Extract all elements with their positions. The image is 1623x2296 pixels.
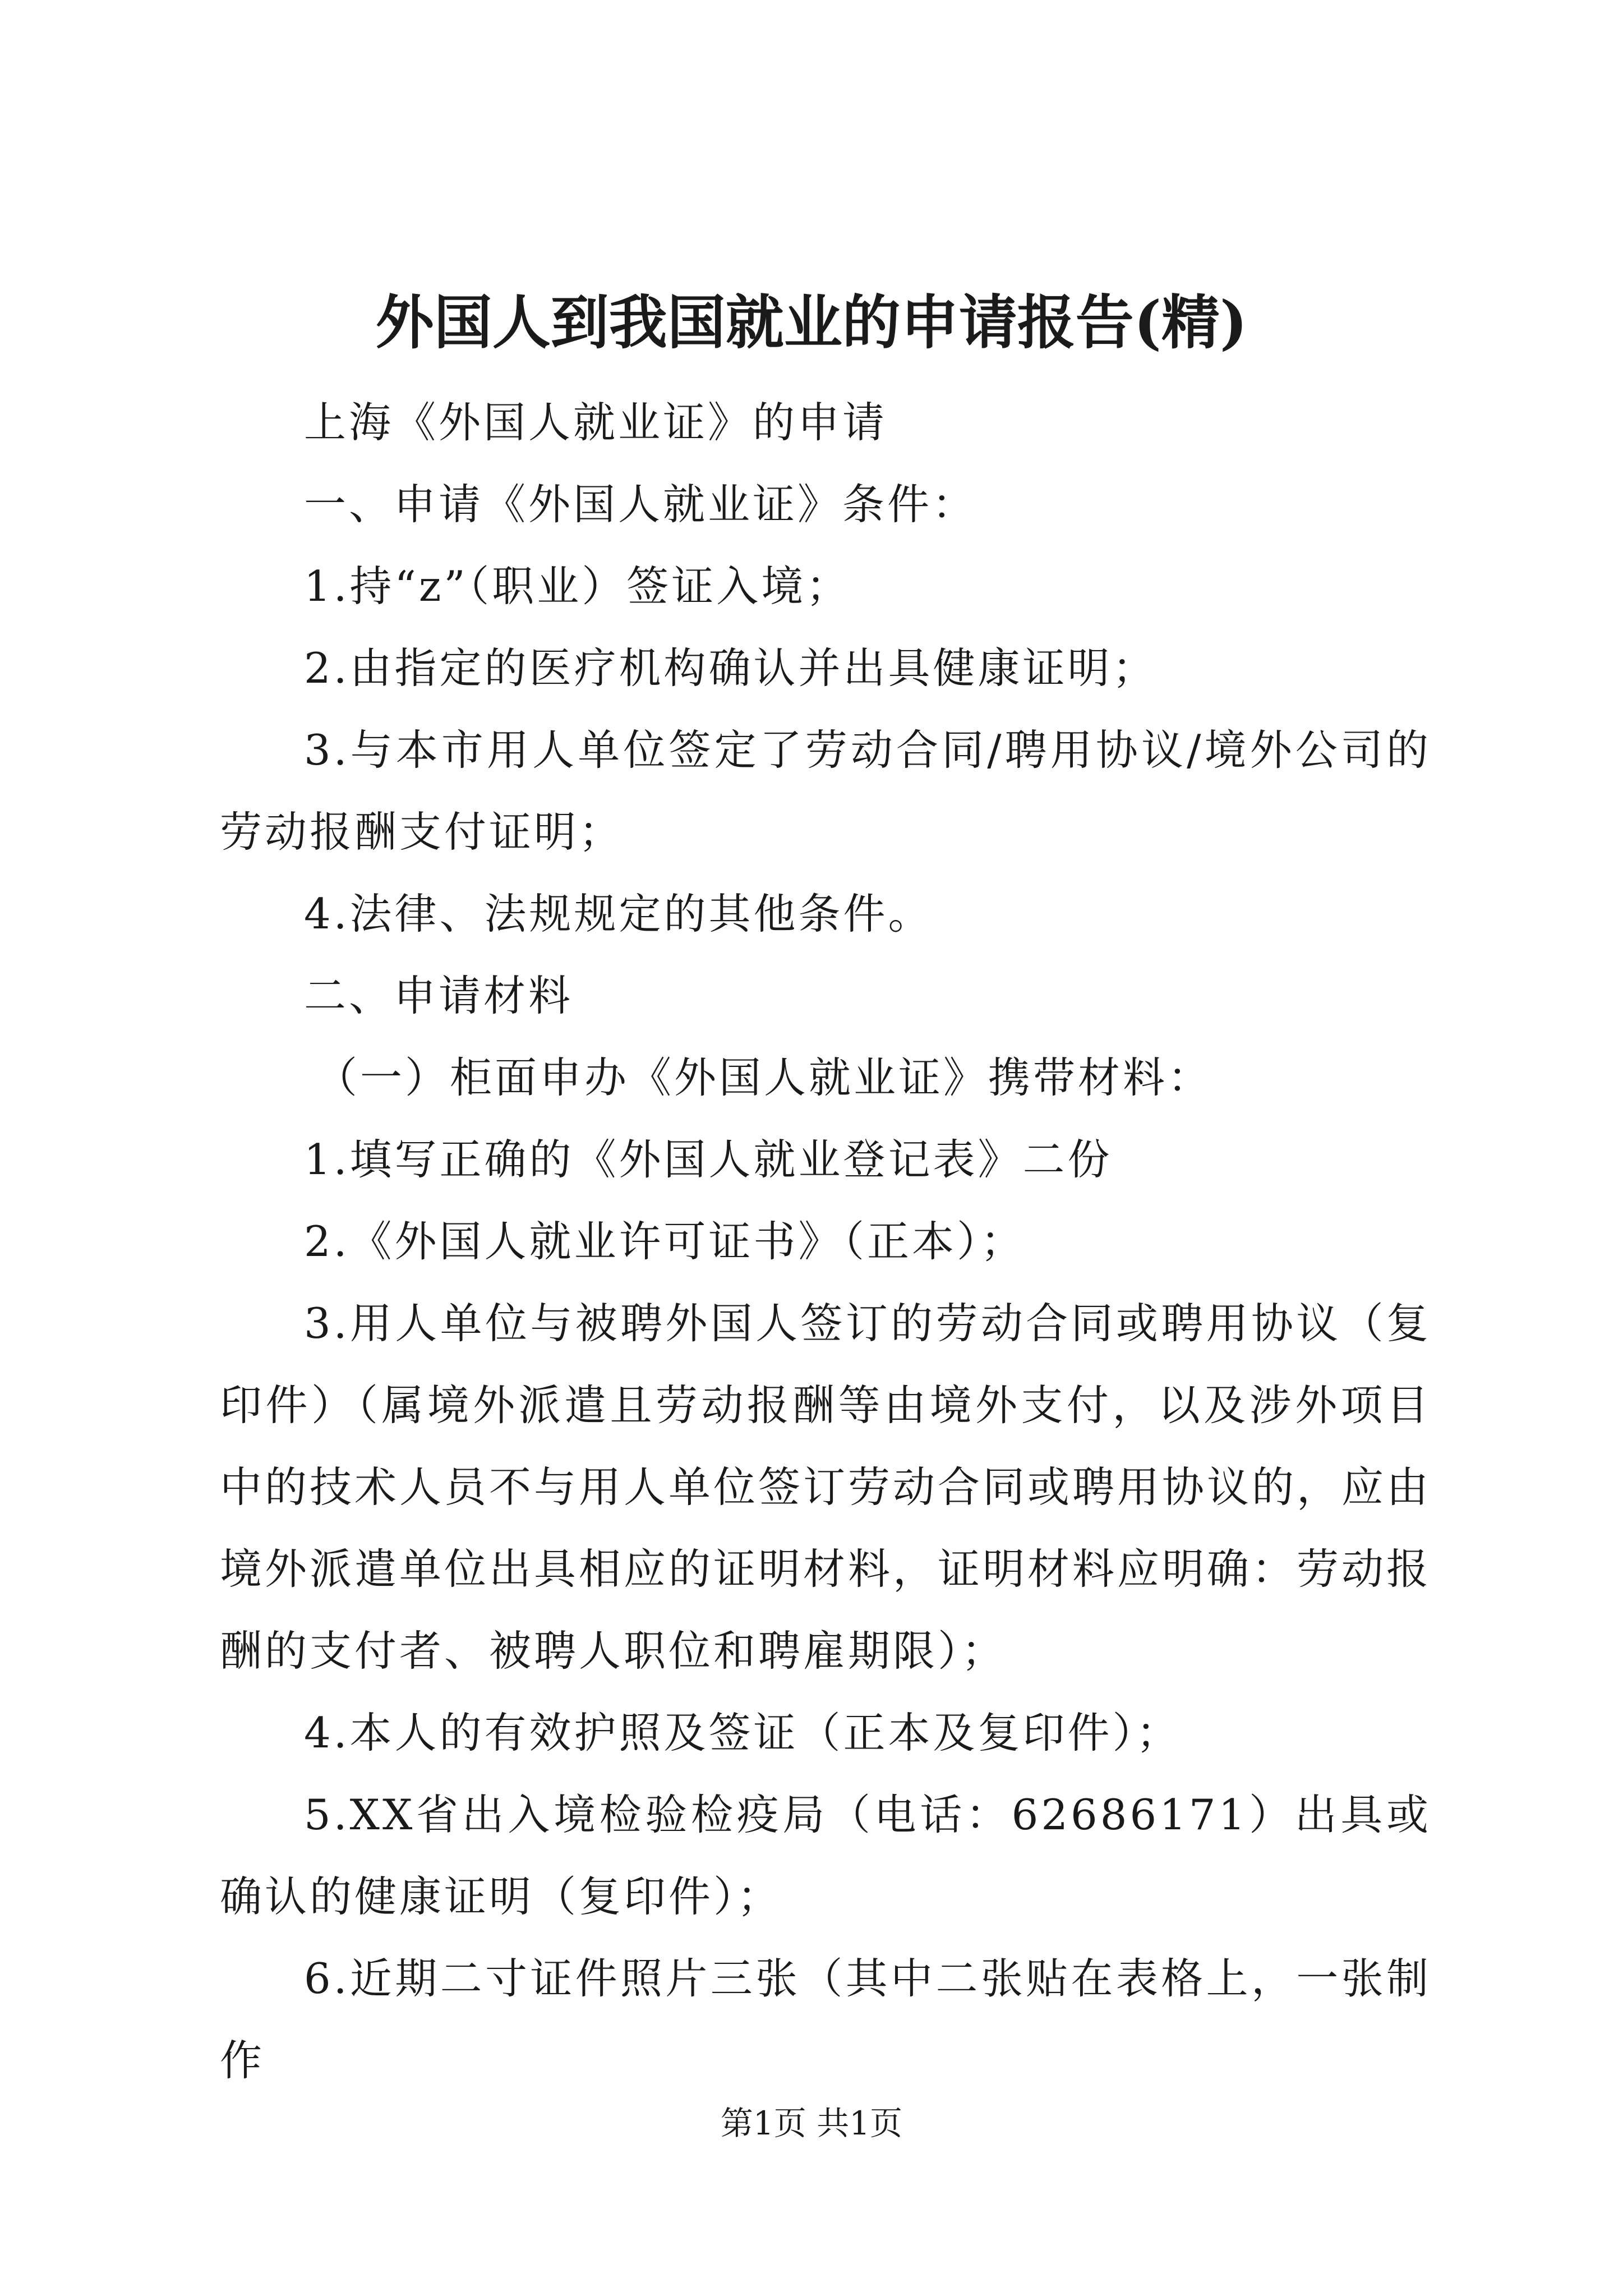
paragraph: 2.由指定的医疗机构确认并出具健康证明； (304, 643, 1158, 693)
page-footer: 第1页 共1页 (720, 2104, 903, 2142)
paragraph: 1.持“z”（职业）签证入境； (304, 562, 851, 611)
paragraph: 6.近期二寸证件照片三张（其中二张贴在表格上，一张制作 (220, 1954, 1431, 2085)
paragraph: 2.《外国人就业许可证书》（正本）； (304, 1217, 1026, 1266)
paragraph: 1.填写正确的《外国人就业登记表》二份 (304, 1135, 1113, 1184)
paragraph: 4.法律、法规规定的其他条件。 (304, 889, 933, 938)
paragraph: 3.与本市用人单位签定了劳动合同/聘用协议/境外公司的劳动报酬支付证明； (220, 725, 1431, 857)
document-title: 外国人到我国就业的申请报告(精) (375, 288, 1248, 357)
paragraph: 一、申请《外国人就业证》条件： (304, 480, 978, 529)
paragraph: （一）柜面申办《外国人就业证》携带材料： (315, 1053, 1213, 1102)
document-body (220, 381, 1431, 2101)
paragraph: 3.用人单位与被聘外国人签订的劳动合同或聘用协议（复印件）（属境外派遣且劳动报酬等由境外支付，以及涉外项目中的技术人员不与用人单位签订劳动合同或聘用协议的，应由境外派遣单位出具相应的证明材料，证明材料应明确：劳动报酬的支付者、被聘人职位和聘雇期限）； (220, 1299, 1432, 1676)
paragraph: 4.本人的有效护照及签证（正本及复印件）； (304, 1708, 1182, 1757)
paragraph: 上海《外国人就业证》的申请 (304, 398, 888, 447)
paragraph: 5.XX省出入境检验检疫局（电话：62686171）出具或确认的健康证明（复印件）； (220, 1790, 1431, 1921)
paragraph: 二、申请材料 (304, 971, 574, 1020)
